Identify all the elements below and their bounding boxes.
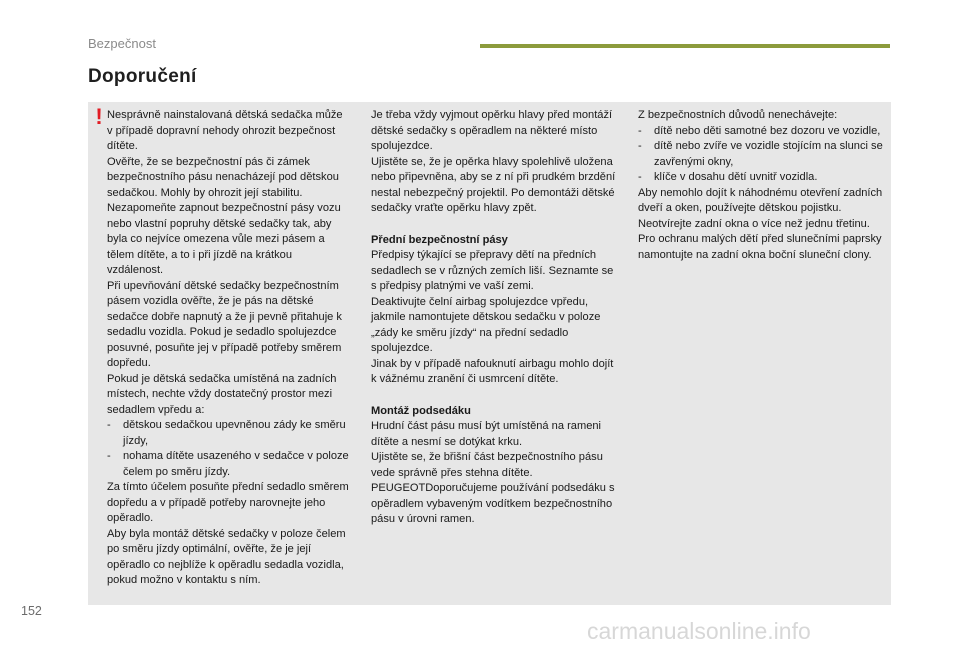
subheading-booster-seat: Montáž podsedáku (371, 404, 471, 417)
paragraph: Aby nemohlo dojít k náhodnému otevření zadních dveří a oken, používejte dětskou pojistku. (638, 186, 883, 214)
paragraph: PEUGEOTDoporučujeme používání podsedáku s opěradlem vybaveným vodítkem bezpečnostního pásu v úrovni ramen. (371, 482, 615, 525)
section-label: Bezpečnost (88, 36, 156, 51)
paragraph: Nezapomeňte zapnout bezpečnostní pásy vozu nebo vlastní popruhy dětské sedačky tak, aby byla co nejvíce omezena vůle mezi pásem a tělem dítěte, a to i při jízdě na krátkou vzdálenost. (107, 202, 341, 276)
page-title: Doporučení (88, 66, 197, 87)
list-item: - dítě nebo děti samotné bez dozoru ve vozidle, (638, 124, 884, 140)
paragraph: Za tímto účelem posuňte přední sedadlo směrem dopředu a v případě potřeby narovnejte jeho opěradlo. (107, 481, 349, 524)
paragraph: Předpisy týkající se přepravy dětí na předních sedadlech se v různých zemích liší. Seznamte se s předpisy platnými ve vaší zemi. (371, 249, 614, 292)
watermark-text: carmanualsonline.info (587, 618, 811, 644)
paragraph: Jinak by v případě nafouknutí airbagu mohlo dojít k vážnému zranění či usmrcení dítěte. (371, 357, 614, 385)
column-1 (107, 108, 351, 589)
paragraph: Nesprávně nainstalovaná dětská sedačka může v případě dopravní nehody ohrozit bezpečnost dítěte. (107, 109, 343, 152)
paragraph: Hrudní část pásu musí být umístěná na rameni dítěte a nesmí se dotýkat krku. (371, 420, 601, 448)
list-item: - dětskou sedačkou upevněnou zády ke směru jízdy, (107, 418, 351, 449)
list-item: - dítě nebo zvíře ve vozidle stojícím na slunci se zavřenými okny, (638, 139, 884, 170)
warning-exclamation-icon: ! (95, 104, 103, 129)
paragraph: Ujistěte se, že břišní část bezpečnostního pásu vede správně přes stehna dítěte. (371, 451, 603, 479)
paragraph: Deaktivujte čelní airbag spolujezdce vpředu, jakmile namontujete dětskou sedačku v poloze „zády ke směru jízdy“ na přední sedadlo spolujezdce. (371, 295, 601, 354)
column-3 (638, 108, 884, 263)
recommendations-panel (88, 102, 891, 605)
paragraph: Je třeba vždy vyjmout opěrku hlavy před montáží dětské sedačky s opěradlem na některé místo spolujezdce. (371, 109, 613, 152)
list-item: - nohama dítěte usazeného v sedačce v poloze čelem po směru jízdy. (107, 449, 351, 480)
paragraph: Ověřte, že se bezpečnostní pás či zámek bezpečnostního pásu nenacházejí pod dětskou sedačkou. Mohly by ohrozit její stabilitu. (107, 155, 339, 199)
paragraph: Při upevňování dětské sedačky bezpečnostním pásem vozidla ověřte, že je pás na dětské sedačce dobře napnutý a že ji pevně přitahuje k sedadlu vozidla. Pokud je sedadlo spolujezdce posuvné, posuňte jej v případě potřeby směrem dopředu. (107, 279, 342, 369)
list-item: - klíče v dosahu dětí uvnitř vozidla. (638, 170, 884, 186)
paragraph: Z bezpečnostních důvodů nenechávejte: (638, 109, 838, 121)
page-number: 152 (21, 604, 42, 618)
subheading-front-belts: Přední bezpečnostní pásy (371, 233, 508, 246)
column-2 (371, 108, 617, 528)
paragraph: Pro ochranu malých dětí před slunečními paprsky namontujte na zadní okna boční sluneční clony. (638, 233, 882, 261)
paragraph: Ujistěte se, že je opěrka hlavy spolehlivě uložena nebo připevněna, aby se z ní při prudkém brzdění nestal nebezpečný projektil. Po demontáži dětské sedačky vraťte opěrku hlavy zpět. (371, 155, 616, 214)
paragraph: Neotvírejte zadní okna o více než jednu třetinu. (638, 217, 870, 230)
paragraph: Aby byla montáž dětské sedačky v poloze čelem po směru jízdy optimální, ověřte, že je její opěradlo co nejblíže k opěradlu sedadla vozidla, pokud možno v kontaktu s ním. (107, 527, 346, 586)
section-accent-bar (480, 44, 890, 48)
paragraph: Pokud je dětská sedačka umístěná na zadních místech, nechte vždy dostatečný prostor mezi sedadlem vpředu a: (107, 372, 337, 416)
